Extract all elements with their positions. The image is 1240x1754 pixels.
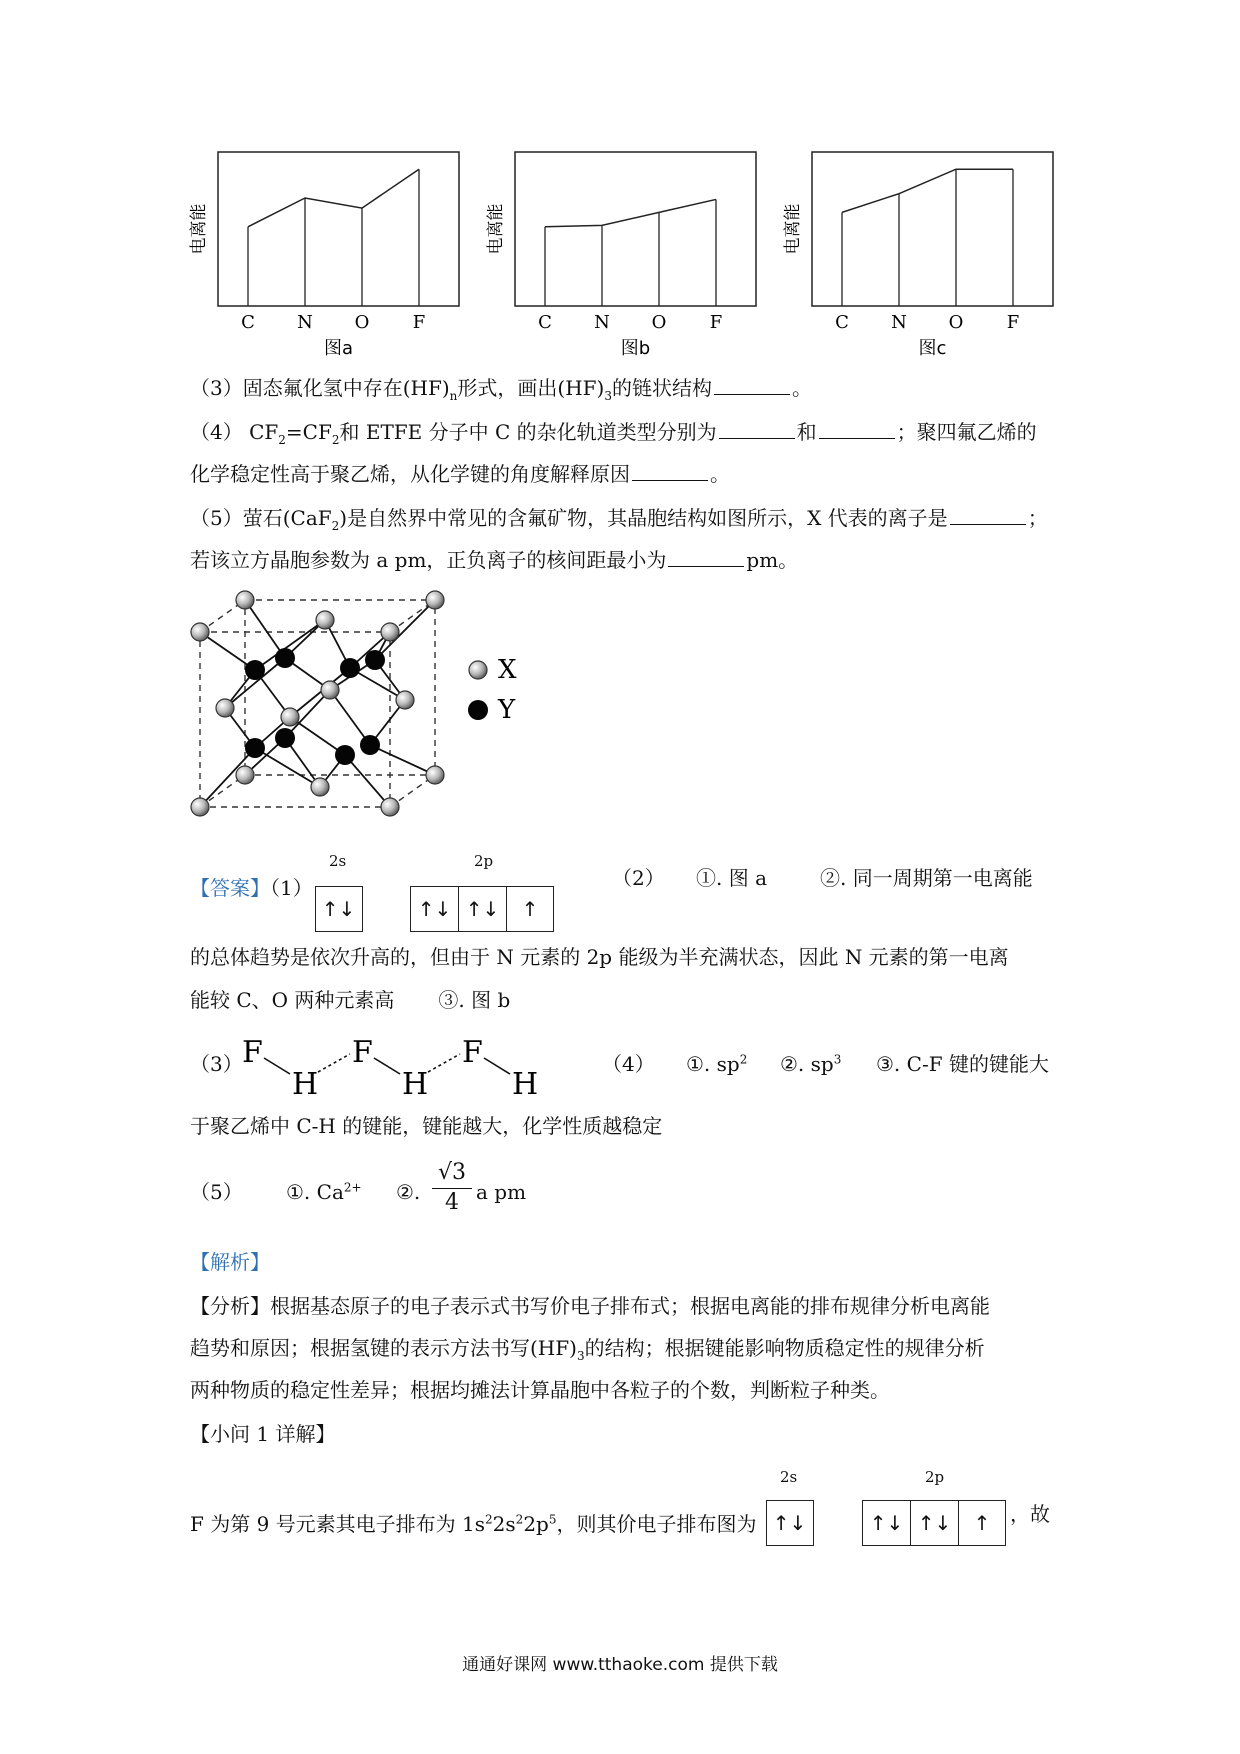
- svg-text:F: F: [242, 1035, 263, 1070]
- question-5-line1: （5）萤石(CaF$_2$)是自然界中常见的含氟矿物，其晶胞结构如图所示，X 代表的离子是 ；: [190, 506, 1048, 533]
- answer-5-unit: a pm: [476, 1180, 527, 1204]
- analysis-line3: 两种物质的稳定性差异；根据均摊法计算晶胞中各粒子的个数，判断粒子种类。: [190, 1378, 890, 1402]
- analysis-line2: 趋势和原因；根据氢键的表示方法书写$(HF)_3$的结构；根据键能影响物质稳定性的规律分析: [190, 1336, 985, 1363]
- chart-tick-label: C: [538, 312, 552, 333]
- footer: 通通好课网 www.tthaoke.com 提供下载: [462, 1655, 778, 1675]
- answer-4-3: ③. C-F 键的键能大: [876, 1052, 1049, 1076]
- chart-series-line: [248, 169, 419, 227]
- legend-y-label: Y: [498, 695, 516, 725]
- answer-tag: 【答案】: [190, 876, 270, 900]
- answer-5-1: ①. $Ca^{2+}$: [286, 1180, 362, 1204]
- answer-2-line3: 能较 C、O 两种元素高 ③. 图 b: [190, 988, 511, 1012]
- chart-tick-label: F: [1006, 312, 1020, 333]
- orbital-2p-box: ↑↓ ↑↓ ↑: [410, 886, 554, 932]
- orbital-2s-box: ↑↓: [315, 886, 363, 932]
- answer-2-2: ②. 同一周期第一电离能: [820, 866, 1033, 890]
- question-3: （3）固态氟化氢中存在$(HF)_n$形式，画出$(HF)_3$的链状结构 。: [190, 376, 812, 403]
- analysis-line1: 【分析】根据基态原子的电子表示式书写价电子排布式；根据电离能的排布规律分析电离能: [190, 1294, 990, 1318]
- legend-x-marker: [469, 661, 487, 679]
- svg-text:H: H: [512, 1067, 539, 1100]
- svg-text:H: H: [292, 1067, 319, 1100]
- fraction: [432, 1158, 472, 1217]
- answer-4-2: ②. $sp^3$: [780, 1052, 842, 1076]
- answer-2-label: （2）: [612, 866, 665, 890]
- chart-tick-label: O: [948, 312, 964, 333]
- chart-series-line: [545, 199, 716, 226]
- chart-tick-label: F: [709, 312, 723, 333]
- chart-tick-label: C: [241, 312, 255, 333]
- answer-4-1: ①. $sp^2$: [686, 1052, 748, 1076]
- question-5-line2: 若该立方晶胞参数为 a pm，正负离子的核间距最小为 pm。: [190, 548, 799, 572]
- fraction-numerator: √3: [432, 1158, 472, 1189]
- fluorite-unit-cell-diagram: [180, 590, 580, 830]
- chart-tick-label: N: [297, 312, 313, 333]
- answer-2-1: ①. 图 a: [696, 866, 767, 890]
- svg-text:F: F: [352, 1035, 373, 1070]
- chart-series-line: [842, 169, 1013, 212]
- chart-frame: [515, 152, 756, 306]
- answer-4-label: （4）: [602, 1052, 655, 1076]
- hf-chain-structure: [238, 1030, 568, 1100]
- question-4-line2: 化学稳定性高于聚乙烯，从化学键的角度解释原因 。: [190, 462, 730, 486]
- ionization-charts: [0, 0, 1240, 360]
- detail-orbital-2p-box: ↑↓ ↑↓ ↑: [862, 1500, 1006, 1546]
- chart-tick-label: O: [354, 312, 370, 333]
- legend-y-marker: [468, 700, 488, 720]
- chart-tick-label: O: [651, 312, 667, 333]
- orbital-2s-label: 2s: [329, 852, 347, 870]
- chart-ylabel: 电离能: [783, 203, 803, 255]
- legend-x-label: X: [498, 655, 517, 685]
- answer-line1: 【答案】（1）: [190, 876, 313, 900]
- chart-frame: [218, 152, 459, 306]
- chart-caption: 图a: [323, 338, 354, 359]
- chart-ylabel: 电离能: [486, 203, 506, 255]
- orbital-2p-label: 2p: [474, 852, 494, 870]
- chart-frame: [812, 152, 1053, 306]
- answer-2-line2: 的总体趋势是依次升高的，但由于 N 元素的 2p 能级为半充满状态，因此 N 元素的第一电离: [190, 945, 1009, 969]
- sub-question-1-title: 【小问 1 详解】: [190, 1422, 336, 1446]
- chart-tick-label: N: [891, 312, 907, 333]
- detail-orbital-2p-label: 2p: [925, 1468, 945, 1486]
- analysis-tag: 【解析】: [190, 1250, 270, 1274]
- answer-4-line2: 于聚乙烯中 C-H 的键能，键能越大，化学性质越稳定: [190, 1114, 663, 1138]
- chart-tick-label: N: [594, 312, 610, 333]
- chart-tick-label: C: [835, 312, 849, 333]
- detail-orbital-2s-box: ↑↓: [766, 1500, 814, 1546]
- detail-line-end: ，故: [1010, 1502, 1050, 1526]
- svg-text:F: F: [462, 1035, 483, 1070]
- chart-tick-label: F: [412, 312, 426, 333]
- chart-caption: 图c: [918, 338, 947, 359]
- svg-text:H: H: [402, 1067, 429, 1100]
- detail-line: F 为第 9 号元素其电子排布为 $1s^22s^22p^5$，则其价电子排布图为: [190, 1512, 757, 1536]
- answer-5-label: （5）: [190, 1180, 243, 1204]
- question-4-line1: （4） $CF_2=CF_2$和 ETFE 分子中 C 的杂化轨道类型分别为 和 ；聚四氟乙烯的: [190, 420, 1037, 447]
- answer-5-2: ②.: [396, 1180, 421, 1204]
- fraction-denominator: 4: [445, 1190, 459, 1215]
- chart-caption: 图b: [620, 338, 651, 359]
- answer-3-label: （3）: [190, 1052, 243, 1076]
- detail-orbital-2s-label: 2s: [780, 1468, 798, 1486]
- chart-ylabel: 电离能: [189, 203, 209, 255]
